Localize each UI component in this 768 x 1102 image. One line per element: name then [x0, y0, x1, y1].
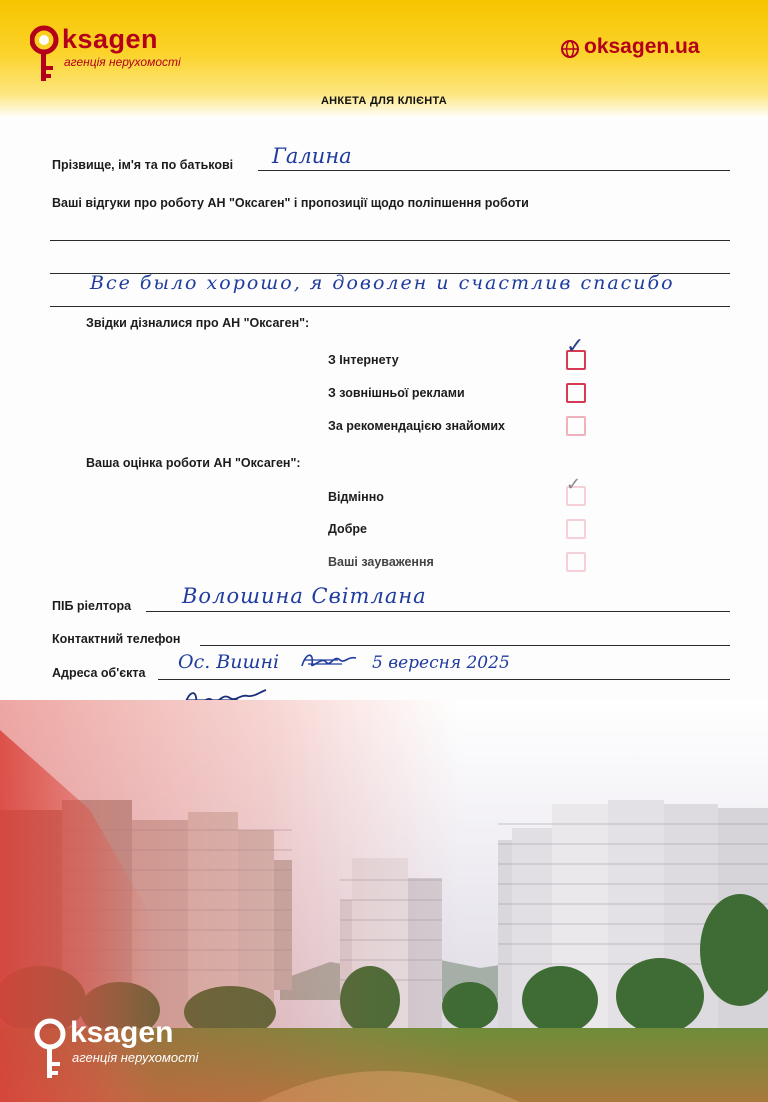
- feedback-line-3[interactable]: [50, 306, 730, 307]
- rating-remarks-checkbox[interactable]: [566, 552, 586, 572]
- footer-logo-subtitle: агенція нерухомості: [72, 1050, 199, 1065]
- footer-logo: [34, 1016, 234, 1086]
- key-logo-icon: [30, 24, 64, 86]
- feedback-line-1[interactable]: [50, 240, 730, 241]
- phone-field-line[interactable]: [200, 645, 730, 646]
- source-label: Звідки дізналися про АН "Оксаген":: [86, 316, 310, 330]
- phone-label: Контактний телефон: [52, 632, 181, 646]
- realtor-value: Волошина Світлана: [182, 584, 427, 608]
- address-value-1: Ос. Вишні: [178, 651, 280, 673]
- source-option-ads: З зовнішньої реклами: [328, 386, 465, 400]
- website-text: oksagen.ua: [584, 35, 700, 58]
- header-band: [0, 0, 768, 118]
- rating-option-good: Добре: [328, 522, 368, 536]
- realtor-field-line[interactable]: [146, 611, 730, 612]
- feedback-value: Все было хорошо, я доволен и счастлив спасибо: [90, 272, 675, 294]
- initials-scribble-icon: [298, 648, 362, 674]
- source-option-internet: З Інтернету: [328, 353, 399, 367]
- source-ads-checkbox[interactable]: [566, 383, 586, 403]
- address-label: Адреса об'єкта: [52, 666, 146, 680]
- name-field-line[interactable]: [258, 170, 730, 171]
- source-option-recommendation: За рекомендацією знайомих: [328, 419, 506, 433]
- rating-good-checkbox[interactable]: [566, 519, 586, 539]
- address-value-2: 5 вересня 2025: [372, 653, 510, 673]
- name-value: Галина: [272, 144, 352, 168]
- address-field-line[interactable]: [158, 679, 730, 680]
- check-mark-icon: ✓: [566, 334, 585, 359]
- rating-option-remarks: Ваші зауваження: [328, 555, 434, 569]
- rating-label: Ваша оцінка роботи АН "Оксаген":: [86, 456, 301, 470]
- logo: [30, 24, 200, 84]
- logo-word: ksagen: [62, 24, 159, 54]
- name-label: Прізвище, ім'я та по батькові: [52, 158, 234, 172]
- rating-option-excellent: Відмінно: [328, 490, 384, 504]
- realtor-label: ПІБ ріелтора: [52, 599, 132, 613]
- globe-icon: [560, 39, 580, 59]
- check-mark-icon: ✓: [566, 474, 582, 495]
- footer-logo-word: ksagen: [70, 1016, 174, 1049]
- logo-subtitle: агенція нерухомості: [64, 55, 181, 69]
- key-logo-icon: [34, 1018, 70, 1084]
- form-title: АНКЕТА ДЛЯ КЛІЄНТА: [320, 95, 448, 107]
- source-recommendation-checkbox[interactable]: [566, 416, 586, 436]
- feedback-label: Ваші відгуки про роботу АН "Оксаген" і пропозиції щодо поліпшення роботи: [52, 196, 529, 210]
